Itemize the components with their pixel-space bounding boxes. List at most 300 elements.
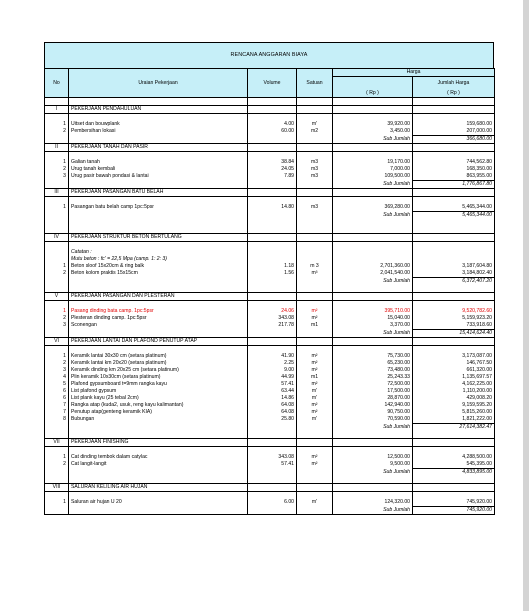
cell-no	[45, 507, 69, 515]
cell-desc	[69, 278, 248, 286]
cell-total	[413, 476, 495, 484]
cell-desc: Bubungan	[69, 416, 248, 424]
cell-no	[45, 212, 69, 220]
cell-sat	[297, 98, 333, 106]
header-uraian: Uraian Pekerjaan	[69, 69, 248, 98]
cell-vol: 57.41	[248, 461, 297, 469]
cell-vol	[248, 152, 297, 160]
cell-no	[45, 431, 69, 439]
cell-sat	[297, 226, 333, 234]
cell-sat	[297, 469, 333, 477]
header-harga: Harga	[333, 69, 495, 77]
subtotal-row	[45, 212, 495, 220]
cell-total: 744,562.80	[413, 159, 495, 166]
cell-no: 2	[45, 461, 69, 469]
cell-price: Sub Jumlah	[333, 181, 413, 189]
cell-desc: Beton sloof 15x20cm & ring balk	[69, 263, 248, 270]
cell-total: 4,288,500.00	[413, 454, 495, 461]
cell-no: VII	[45, 439, 69, 447]
spacer-row	[45, 242, 495, 250]
cell-price	[333, 301, 413, 309]
cell-desc	[69, 285, 248, 293]
cell-total: 9,159,595.20	[413, 402, 495, 409]
cell-price	[333, 189, 413, 197]
cell-sat	[297, 197, 333, 205]
cell-price	[333, 293, 413, 301]
cell-desc	[69, 197, 248, 205]
cell-sat: m²	[297, 461, 333, 469]
cell-sat	[297, 189, 333, 197]
cell-sat: m1	[297, 374, 333, 381]
cell-no	[45, 424, 69, 432]
subtotal-row	[45, 136, 495, 144]
cell-vol	[248, 476, 297, 484]
cell-vol: 57.41	[248, 381, 297, 388]
cell-desc: Pembersihan lokasi	[69, 128, 248, 136]
subtotal-row	[45, 181, 495, 189]
table-row	[45, 166, 495, 173]
cell-total: 429,008.20	[413, 395, 495, 402]
cell-price	[333, 492, 413, 500]
table-row	[45, 270, 495, 278]
cell-desc: Keramik lantai 30x30 cm (setara platinum)	[69, 353, 248, 360]
cell-no: 1	[45, 308, 69, 315]
cell-desc: Uitset dan bouwplank	[69, 121, 248, 128]
cell-sat: m²	[297, 367, 333, 374]
cell-vol: 6.00	[248, 499, 297, 507]
subtotal-row	[45, 330, 495, 338]
cell-vol: 9.00	[248, 367, 297, 374]
spacer-row	[45, 197, 495, 205]
cell-sat	[297, 447, 333, 455]
note-row	[45, 256, 495, 263]
spacer-row	[45, 285, 495, 293]
cell-no: 1	[45, 121, 69, 128]
cell-desc	[69, 219, 248, 226]
cell-total	[413, 98, 495, 106]
cell-sat	[297, 219, 333, 226]
cell-total: 1,776,867.80	[413, 181, 495, 189]
cell-no: 7	[45, 409, 69, 416]
cell-price: 2,701,360.00	[333, 263, 413, 270]
cell-price: 369,280.00	[333, 204, 413, 212]
cell-total: 5,465,344.00	[413, 212, 495, 220]
cell-vol: 7.89	[248, 173, 297, 181]
cell-no: 8	[45, 416, 69, 424]
cell-no	[45, 219, 69, 226]
cell-total	[413, 106, 495, 114]
subtotal-row	[45, 424, 495, 432]
cell-price: Sub Jumlah	[333, 136, 413, 144]
cell-sat	[297, 285, 333, 293]
cell-desc	[69, 476, 248, 484]
table-row	[45, 308, 495, 315]
table-row	[45, 121, 495, 128]
cell-vol: 14.80	[248, 204, 297, 212]
cell-price: 17,500.00	[333, 388, 413, 395]
spacer-row	[45, 301, 495, 309]
cell-price	[333, 106, 413, 114]
cell-no	[45, 346, 69, 354]
cell-total	[413, 484, 495, 492]
cell-desc: Beton kolom praktis 15x15cm	[69, 270, 248, 278]
table-header	[45, 69, 495, 98]
cell-no: 1	[45, 499, 69, 507]
note-row	[45, 249, 495, 256]
cell-vol: 1.18	[248, 263, 297, 270]
header-jumlah: Jumlah Harga	[413, 77, 495, 91]
cell-total: 366,680.00	[413, 136, 495, 144]
cell-price: 65,230.00	[333, 360, 413, 367]
cell-price: Sub Jumlah	[333, 469, 413, 477]
cell-total: 27,614,382.47	[413, 424, 495, 432]
cell-vol	[248, 197, 297, 205]
cell-sat	[297, 346, 333, 354]
cell-sat	[297, 301, 333, 309]
cell-desc: PEKERJAAN TANAH DAN PASIR	[69, 144, 248, 152]
cell-sat	[297, 476, 333, 484]
cell-total: 5,815,260.00	[413, 409, 495, 416]
cell-no: 2	[45, 360, 69, 367]
cell-sat	[297, 293, 333, 301]
cell-desc	[69, 242, 248, 250]
cell-sat: m²	[297, 315, 333, 322]
cell-total: 159,680.00	[413, 121, 495, 128]
cell-desc: PEKERJAAN PASANGAN BATU BELAH	[69, 189, 248, 197]
cell-sat: m²	[297, 409, 333, 416]
cell-no: VIII	[45, 484, 69, 492]
spacer-row	[45, 98, 495, 106]
cell-price: 15,040.00	[333, 315, 413, 322]
cell-price: 73,480.00	[333, 367, 413, 374]
cell-no: 1	[45, 353, 69, 360]
cell-price	[333, 144, 413, 152]
cell-sat	[297, 338, 333, 346]
cell-desc: Keramik lantai km 20x20 (setara platinum)	[69, 360, 248, 367]
cell-desc	[69, 136, 248, 144]
cell-total	[413, 249, 495, 256]
cell-price: 395,710.00	[333, 308, 413, 315]
cell-vol	[248, 226, 297, 234]
cell-desc	[69, 181, 248, 189]
cell-sat: m3	[297, 204, 333, 212]
cell-price: 72,500.00	[333, 381, 413, 388]
cell-sat	[297, 431, 333, 439]
spacer-row	[45, 476, 495, 484]
cell-sat: m3	[297, 159, 333, 166]
cell-vol	[248, 484, 297, 492]
cell-total	[413, 144, 495, 152]
cell-sat	[297, 249, 333, 256]
cell-vol: 14.86	[248, 395, 297, 402]
cell-no: 5	[45, 381, 69, 388]
cell-vol	[248, 144, 297, 152]
cell-no: 2	[45, 128, 69, 136]
cell-desc: Plafond gypsumboard t=9mm rangka kayu	[69, 381, 248, 388]
cell-no: I	[45, 106, 69, 114]
cell-desc	[69, 492, 248, 500]
cell-desc: List plank kayu (25 tebal 2cm)	[69, 395, 248, 402]
cell-total: 5,465,344.00	[413, 204, 495, 212]
cell-sat: m3	[297, 173, 333, 181]
cell-no	[45, 152, 69, 160]
cell-price	[333, 338, 413, 346]
subtotal-row	[45, 469, 495, 477]
cell-sat: m3	[297, 166, 333, 173]
cell-desc: Saluran air hujan U 20	[69, 499, 248, 507]
cell-no	[45, 98, 69, 106]
cell-no: VI	[45, 338, 69, 346]
cell-desc: Cat dinding tembok dalam catylac	[69, 454, 248, 461]
cell-sat: m³	[297, 270, 333, 278]
cell-no	[45, 469, 69, 477]
cell-total	[413, 439, 495, 447]
cell-no: 3	[45, 367, 69, 374]
cell-vol: 38.84	[248, 159, 297, 166]
cell-total	[413, 226, 495, 234]
cell-vol: 25.80	[248, 416, 297, 424]
cell-price	[333, 152, 413, 160]
cell-desc: Urug tanah kembali	[69, 166, 248, 173]
cell-price	[333, 476, 413, 484]
table-row	[45, 374, 495, 381]
cell-total: 1,135,697.57	[413, 374, 495, 381]
cell-no	[45, 242, 69, 250]
cell-vol	[248, 234, 297, 242]
cell-desc: Catatan :	[69, 249, 248, 256]
cell-price: 39,920.00	[333, 121, 413, 128]
cell-vol	[248, 98, 297, 106]
cell-price: 75,730.00	[333, 353, 413, 360]
cell-no: 1	[45, 263, 69, 270]
cell-price: 25,243.33	[333, 374, 413, 381]
cell-total	[413, 152, 495, 160]
cell-sat	[297, 439, 333, 447]
cell-vol	[248, 507, 297, 515]
cell-desc: SALURAN KELILING AIR HUJAN	[69, 484, 248, 492]
cell-price	[333, 439, 413, 447]
header-no: No	[45, 69, 69, 98]
cell-price: 3,450.00	[333, 128, 413, 136]
cell-sat: m²	[297, 402, 333, 409]
cell-vol	[248, 431, 297, 439]
cell-sat: m'	[297, 395, 333, 402]
cell-total: 168,350.00	[413, 166, 495, 173]
subtotal-row	[45, 278, 495, 286]
cell-price: 2,041,540.00	[333, 270, 413, 278]
cell-vol: 343.08	[248, 454, 297, 461]
cell-desc: Sconengan	[69, 322, 248, 330]
cell-no	[45, 278, 69, 286]
cell-total	[413, 492, 495, 500]
cell-sat	[297, 492, 333, 500]
spacer-row	[45, 431, 495, 439]
cell-sat: m'	[297, 388, 333, 395]
cell-desc	[69, 114, 248, 122]
cell-vol	[248, 189, 297, 197]
cell-sat	[297, 424, 333, 432]
cell-desc: Pasangan batu belah camp 1pc:5psr	[69, 204, 248, 212]
cell-price: 124,320.00	[333, 499, 413, 507]
cell-total: 3,173,087.00	[413, 353, 495, 360]
cell-vol	[248, 256, 297, 263]
spacer-row	[45, 492, 495, 500]
cell-sat	[297, 507, 333, 515]
cell-no: 1	[45, 204, 69, 212]
cell-sat: m2	[297, 128, 333, 136]
cell-no	[45, 285, 69, 293]
cell-total	[413, 256, 495, 263]
cell-desc	[69, 226, 248, 234]
cell-total	[413, 242, 495, 250]
section-row	[45, 439, 495, 447]
cell-desc	[69, 424, 248, 432]
cell-sat	[297, 144, 333, 152]
cell-price: 9,500.00	[333, 461, 413, 469]
cell-no: 2	[45, 166, 69, 173]
table-row	[45, 454, 495, 461]
cell-desc: Cat langit-langit	[69, 461, 248, 469]
cell-price	[333, 256, 413, 263]
cell-vol	[248, 424, 297, 432]
cell-desc: Plesteran dinding camp. 1pc:5psr	[69, 315, 248, 322]
cell-no	[45, 476, 69, 484]
cell-vol: 1.56	[248, 270, 297, 278]
cell-no	[45, 447, 69, 455]
cell-vol: 60.00	[248, 128, 297, 136]
budget-sheet	[44, 42, 494, 515]
cell-sat: m1	[297, 322, 333, 330]
cell-price	[333, 114, 413, 122]
budget-table	[44, 68, 495, 515]
table-row	[45, 360, 495, 367]
cell-price: Sub Jumlah	[333, 424, 413, 432]
cell-no: III	[45, 189, 69, 197]
cell-total: 15,414,624.40	[413, 330, 495, 338]
cell-sat	[297, 181, 333, 189]
cell-price: 19,170.00	[333, 159, 413, 166]
cell-total: 6,372,407.20	[413, 278, 495, 286]
cell-vol	[248, 301, 297, 309]
cell-no: 3	[45, 173, 69, 181]
cell-sat: m'	[297, 499, 333, 507]
cell-desc	[69, 212, 248, 220]
cell-no: 3	[45, 322, 69, 330]
cell-desc: Penutup atap(genteng keramik KIA)	[69, 409, 248, 416]
cell-sat: m²	[297, 308, 333, 315]
cell-desc: List plafond gypsum	[69, 388, 248, 395]
cell-no	[45, 197, 69, 205]
table-body	[45, 98, 495, 515]
cell-no	[45, 301, 69, 309]
cell-sat: m'	[297, 121, 333, 128]
cell-desc	[69, 98, 248, 106]
cell-price: Sub Jumlah	[333, 278, 413, 286]
cell-total	[413, 114, 495, 122]
cell-sat: m²	[297, 360, 333, 367]
cell-vol: 2.25	[248, 360, 297, 367]
cell-sat	[297, 278, 333, 286]
cell-price	[333, 197, 413, 205]
cell-total: 3,187,604.80	[413, 263, 495, 270]
cell-total: 733,918.60	[413, 322, 495, 330]
sheet-title: RENCANA ANGGARAN BIAYA	[230, 52, 308, 58]
cell-vol	[248, 249, 297, 256]
cell-desc: Keramik dinding km 20x25 cm (setara platinum)	[69, 367, 248, 374]
cell-sat: m²	[297, 381, 333, 388]
cell-vol: 44.99	[248, 374, 297, 381]
cell-sat	[297, 330, 333, 338]
cell-total	[413, 346, 495, 354]
cell-no: 1	[45, 454, 69, 461]
cell-total: 5,159,923.20	[413, 315, 495, 322]
cell-vol	[248, 330, 297, 338]
cell-desc	[69, 469, 248, 477]
cell-no	[45, 181, 69, 189]
cell-total: 1,110,200.00	[413, 388, 495, 395]
cell-price: 7,000.00	[333, 166, 413, 173]
cell-vol: 217.78	[248, 322, 297, 330]
cell-total: 545,395.00	[413, 461, 495, 469]
cell-price	[333, 234, 413, 242]
cell-no: 4	[45, 374, 69, 381]
cell-price: Sub Jumlah	[333, 212, 413, 220]
cell-no	[45, 136, 69, 144]
spacer-row	[45, 152, 495, 160]
cell-no: IV	[45, 234, 69, 242]
cell-vol: 63.44	[248, 388, 297, 395]
cell-price: 90,750.00	[333, 409, 413, 416]
cell-desc: PEKERJAAN STRUKTUR BETON BERTULANG	[69, 234, 248, 242]
cell-sat	[297, 242, 333, 250]
cell-sat: m'	[297, 416, 333, 424]
cell-sat	[297, 136, 333, 144]
cell-no	[45, 330, 69, 338]
table-row	[45, 381, 495, 388]
cell-sat	[297, 114, 333, 122]
cell-desc: Galian tanah	[69, 159, 248, 166]
cell-price	[333, 249, 413, 256]
cell-sat	[297, 256, 333, 263]
cell-no: V	[45, 293, 69, 301]
cell-vol: 64.08	[248, 409, 297, 416]
cell-total: 4,162,225.00	[413, 381, 495, 388]
cell-no: 1	[45, 159, 69, 166]
header-satuan: Satuan	[297, 69, 333, 98]
table-row	[45, 409, 495, 416]
cell-vol	[248, 469, 297, 477]
cell-no	[45, 492, 69, 500]
cell-vol	[248, 338, 297, 346]
table-row	[45, 204, 495, 212]
cell-sat	[297, 484, 333, 492]
section-row	[45, 484, 495, 492]
spacer-row	[45, 219, 495, 226]
cell-vol	[248, 114, 297, 122]
table-row	[45, 322, 495, 330]
cell-desc	[69, 507, 248, 515]
cell-vol: 64.08	[248, 402, 297, 409]
cell-vol	[248, 346, 297, 354]
cell-no: II	[45, 144, 69, 152]
cell-price	[333, 242, 413, 250]
cell-sat: m²	[297, 454, 333, 461]
cell-total	[413, 234, 495, 242]
cell-price: 3,370.00	[333, 322, 413, 330]
cell-vol: 343.08	[248, 315, 297, 322]
cell-vol	[248, 492, 297, 500]
cell-desc: Pasang dinding bata camp. 1pc:5psr	[69, 308, 248, 315]
